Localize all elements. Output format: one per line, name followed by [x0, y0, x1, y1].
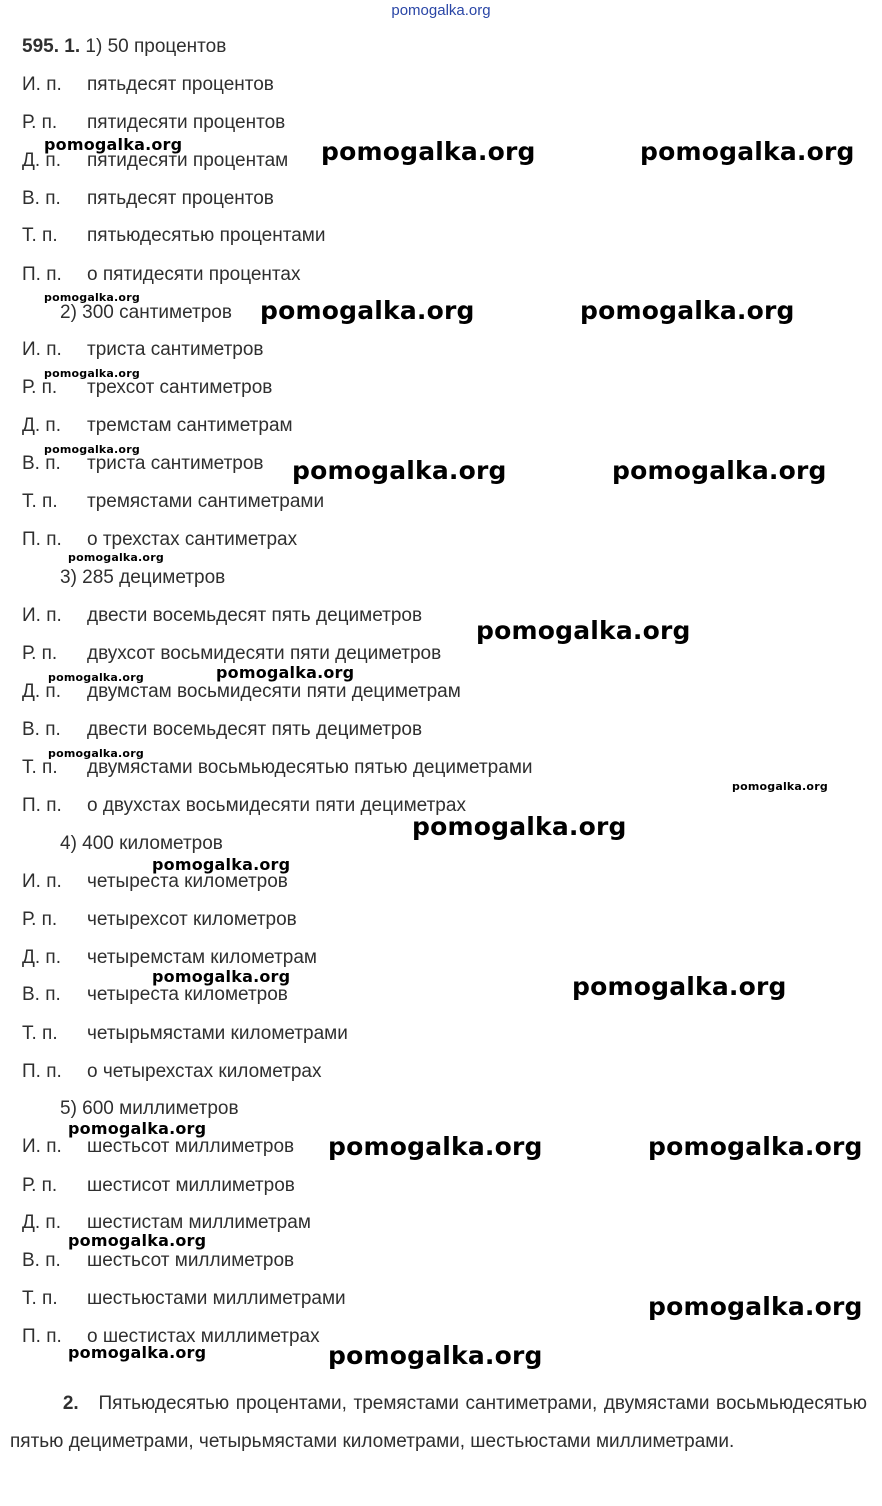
case-label: Д. п.: [22, 415, 61, 436]
case-form: шестьсот миллиметров: [87, 1250, 295, 1271]
case-row: [22, 1246, 294, 1276]
case-form: тремстам сантиметрам: [87, 415, 293, 436]
section-title: 3) 285 дециметров: [60, 567, 226, 588]
case-label: Р. п.: [22, 1175, 58, 1196]
case-row: [22, 221, 325, 251]
case-label: Т. п.: [22, 225, 58, 246]
watermark: pomogalka.org: [640, 137, 855, 166]
case-label: Р. п.: [22, 377, 58, 398]
watermark: pomogalka.org: [321, 137, 536, 166]
section-title: 2) 300 сантиметров: [60, 302, 232, 323]
watermark: pomogalka.org: [732, 780, 828, 793]
case-label: Д. п.: [22, 150, 61, 171]
case-row: [22, 487, 324, 517]
case-form: шестьюстами миллиметрами: [87, 1288, 346, 1309]
case-row: [22, 335, 264, 365]
watermark: pomogalka.org: [580, 296, 795, 325]
watermark: pomogalka.org: [216, 663, 355, 682]
task-number: 595.: [22, 36, 59, 57]
case-label: И. п.: [22, 74, 62, 95]
part-label: 1.: [64, 36, 81, 57]
section-title: [22, 32, 226, 62]
case-label: Д. п.: [22, 1212, 61, 1233]
case-form: двести восемьдесят пять дециметров: [87, 719, 423, 740]
case-form: о двухстах восьмидесяти пяти дециметрах: [87, 795, 466, 816]
answer-paragraph: [10, 1385, 867, 1461]
case-label: П. п.: [22, 1061, 62, 1082]
case-form: шестистам миллиметрам: [87, 1212, 311, 1233]
watermark: pomogalka.org: [48, 671, 144, 684]
case-row: [22, 260, 300, 290]
case-label: В. п.: [22, 984, 61, 1005]
case-form: пятидесяти процентам: [87, 150, 289, 171]
case-label: Т. п.: [22, 491, 58, 512]
case-label: П. п.: [22, 795, 62, 816]
watermark: pomogalka.org: [44, 367, 140, 380]
part-label: 2.: [62, 1393, 79, 1414]
case-row: [22, 108, 285, 138]
case-form: трехсот сантиметров: [87, 377, 273, 398]
case-label: Д. п.: [22, 681, 61, 702]
watermark: pomogalka.org: [68, 1231, 207, 1250]
case-form: четыремстам километрам: [87, 947, 317, 968]
case-label: Т. п.: [22, 1288, 58, 1309]
case-label: Р. п.: [22, 909, 58, 930]
case-label: П. п.: [22, 1326, 62, 1347]
case-form: о шестистах миллиметрах: [87, 1326, 320, 1347]
case-row: [22, 1284, 346, 1314]
case-form: четырьмястами километрами: [87, 1023, 348, 1044]
watermark: pomogalka.org: [68, 1119, 207, 1138]
case-label: Р. п.: [22, 112, 58, 133]
watermark: pomogalka.org: [48, 747, 144, 760]
watermark: pomogalka.org: [648, 1292, 863, 1321]
case-form: четыреста километров: [87, 984, 288, 1005]
watermark: pomogalka.org: [572, 972, 787, 1001]
case-row: [22, 791, 466, 821]
watermark: pomogalka.org: [292, 456, 507, 485]
case-row: [22, 1019, 348, 1049]
case-row: [22, 1057, 322, 1087]
watermark: pomogalka.org: [476, 616, 691, 645]
case-label: И. п.: [22, 605, 62, 626]
watermark: pomogalka.org: [44, 443, 140, 456]
case-form: шестьсот миллиметров: [87, 1136, 295, 1157]
case-form: шестисот миллиметров: [87, 1175, 295, 1196]
case-form: пятьюдесятью процентами: [87, 225, 326, 246]
case-form: пятьдесят процентов: [87, 188, 274, 209]
case-label: Т. п.: [22, 757, 58, 778]
case-label: В. п.: [22, 453, 61, 474]
case-label: Т. п.: [22, 1023, 58, 1044]
case-label: П. п.: [22, 264, 62, 285]
case-row: [22, 601, 422, 631]
case-form: тремястами сантиметрами: [87, 491, 325, 512]
section-title: 5) 600 миллиметров: [60, 1098, 239, 1119]
case-row: [22, 905, 297, 935]
case-row: [22, 1171, 295, 1201]
case-row: [22, 184, 274, 214]
watermark: pomogalka.org: [152, 855, 291, 874]
case-label: В. п.: [22, 188, 61, 209]
section-title: 4) 400 километров: [60, 833, 223, 854]
case-label: П. п.: [22, 529, 62, 550]
case-form: пятидесяти процентов: [87, 112, 286, 133]
case-label: И. п.: [22, 1136, 62, 1157]
answer-text: Пятьюдесятью процентами, тремястами сантиметрами, двумястами восьмьюдесятью пятью дециметрами, четырьмястами километрами, шестьюстами миллиметрами.: [10, 1393, 867, 1452]
watermark: pomogalka.org: [260, 296, 475, 325]
case-label: И. п.: [22, 871, 62, 892]
case-label: В. п.: [22, 1250, 61, 1271]
case-form: триста сантиметров: [87, 339, 264, 360]
watermark: pomogalka.org: [648, 1132, 863, 1161]
case-form: о пятидесяти процентах: [87, 264, 301, 285]
case-form: четырехсот километров: [87, 909, 297, 930]
case-form: триста сантиметров: [87, 453, 264, 474]
watermark: pomogalka.org: [328, 1132, 543, 1161]
watermark: pomogalka.org: [152, 967, 291, 986]
case-label: И. п.: [22, 339, 62, 360]
case-form: двумстам восьмидесяти пяти дециметрам: [87, 681, 461, 702]
case-label: В. п.: [22, 719, 61, 740]
watermark: pomogalka.org: [328, 1341, 543, 1370]
case-row: [22, 411, 293, 441]
case-form: пятьдесят процентов: [87, 74, 274, 95]
watermark: pomogalka.org: [612, 456, 827, 485]
case-form: о четырехстах километрах: [87, 1061, 322, 1082]
case-form: двумястами восьмьюдесятью пятью дециметрами: [87, 757, 533, 778]
case-label: Д. п.: [22, 947, 61, 968]
watermark: pomogalka.org: [44, 291, 140, 304]
case-row: [22, 70, 274, 100]
watermark: pomogalka.org: [68, 551, 164, 564]
watermark: pomogalka.org: [412, 812, 627, 841]
section-title-text: 1) 50 процентов: [85, 36, 227, 57]
case-row: [22, 715, 422, 745]
header-watermark: pomogalka.org: [391, 2, 491, 19]
case-label: Р. п.: [22, 643, 58, 664]
watermark: pomogalka.org: [44, 135, 183, 154]
case-form: четыреста километров: [87, 871, 288, 892]
watermark: pomogalka.org: [68, 1343, 207, 1362]
case-form: о трехстах сантиметрах: [87, 529, 298, 550]
case-form: двести восемьдесят пять дециметров: [87, 605, 423, 626]
case-form: двухсот восьмидесяти пяти дециметров: [87, 643, 442, 664]
